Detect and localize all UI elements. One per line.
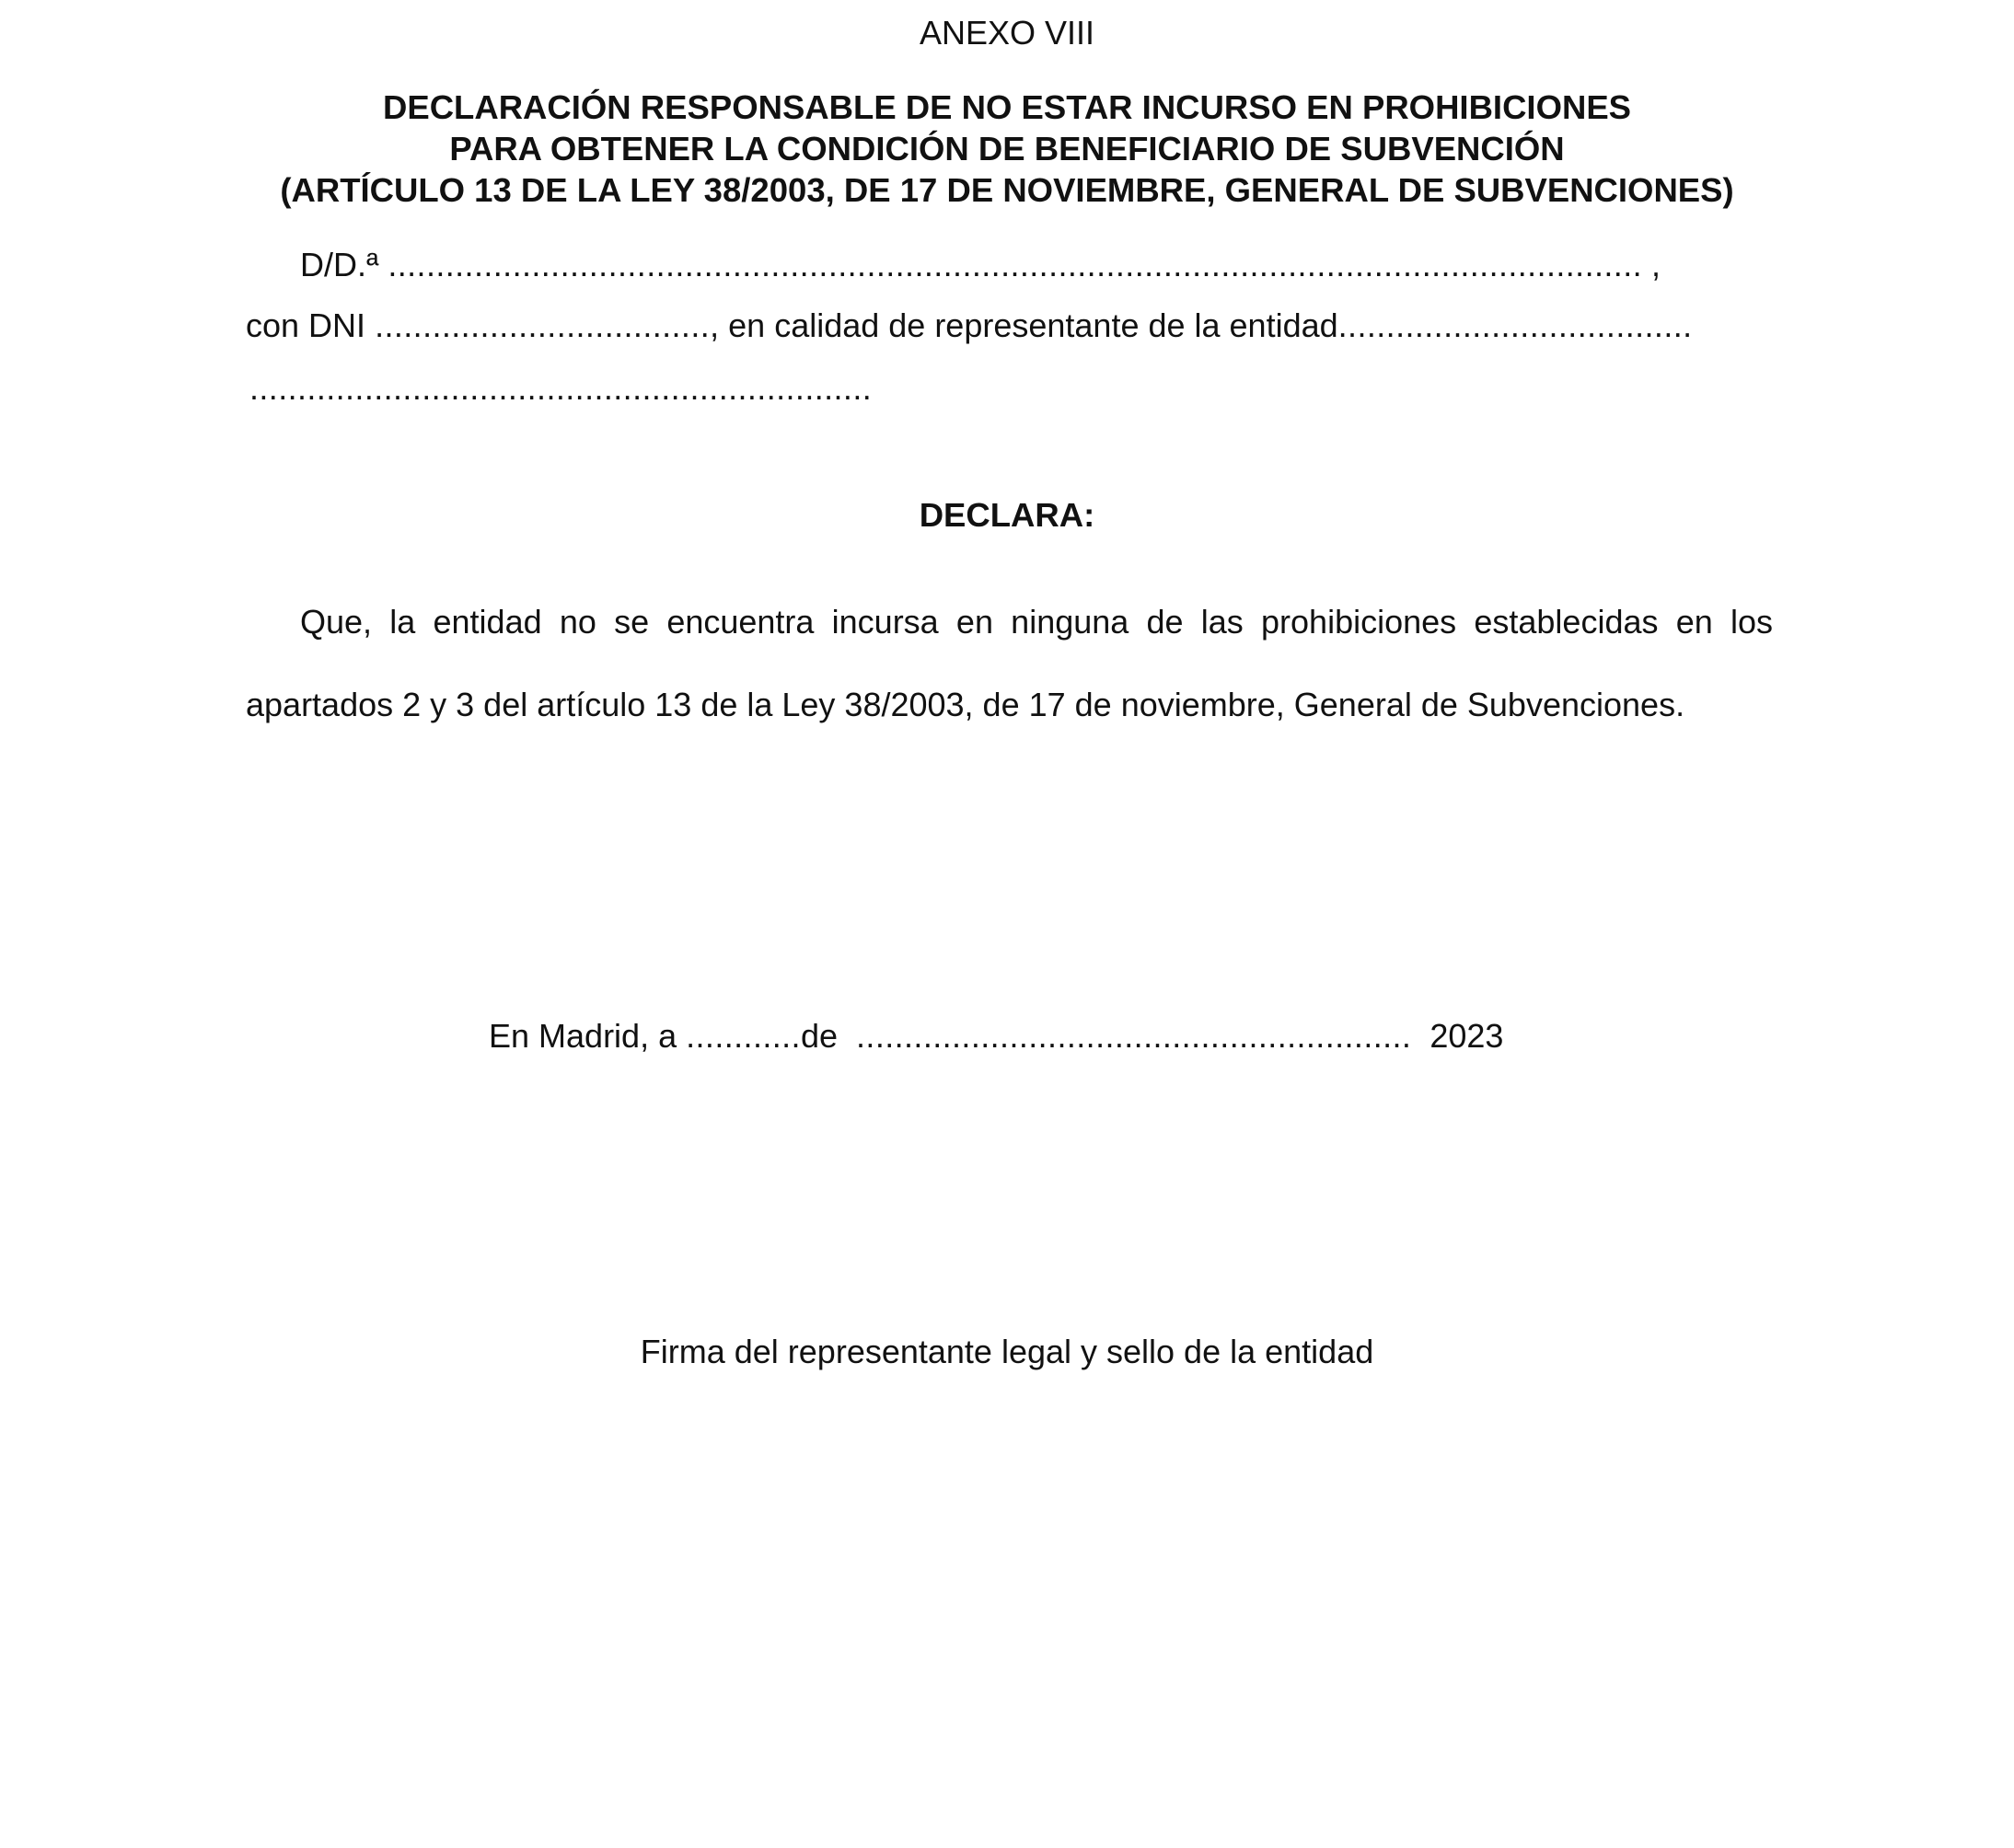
name-row [300, 248, 1661, 282]
year: 2023 [1429, 1017, 1504, 1055]
name-label: D/D.ª [300, 246, 379, 283]
title-line-3: (ARTÍCULO 13 DE LA LEY 38/2003, DE 17 DE NOVIEMBRE, GENERAL DE SUBVENCIONES) [280, 171, 1734, 209]
name-blank: ................................................................................................................................... [388, 246, 1642, 283]
title-line-1: DECLARACIÓN RESPONSABLE DE NO ESTAR INCURSO EN PROHIBICIONES [382, 88, 1632, 126]
declaration-line-2: apartados 2 y 3 del artículo 13 de la Ley 38/2003, de 17 de noviembre, General de Subvenciones. [246, 686, 1685, 723]
dni-row [246, 306, 1693, 344]
declares-heading: DECLARA: [919, 496, 1095, 534]
month-blank: .......................................................... [856, 1017, 1412, 1055]
declaration-line-1: Que, la entidad no se encuentra incursa en ninguna de las prohibiciones establecidas en los [300, 603, 1773, 641]
annex-label: ANEXO VIII [919, 14, 1095, 52]
dni-blank: ................................... [375, 306, 711, 344]
date-de: de [800, 1017, 838, 1055]
place-prefix: En Madrid, a [489, 1017, 677, 1055]
dni-label: con DNI [246, 306, 366, 344]
title-line-2: PARA OBTENER LA CONDICIÓN DE BENEFICIARIO DE SUBVENCIÓN [449, 130, 1565, 167]
place-date-row [489, 1017, 1504, 1055]
name-trailing-comma: , [1651, 246, 1661, 283]
entity-label: , en calidad de representante de la entidad [710, 306, 1338, 344]
entity-blank-2: ................................................................. [249, 369, 873, 407]
entity-blank-1: ..................................... [1337, 306, 1693, 344]
day-blank: ............ [686, 1017, 801, 1055]
signature-caption: Firma del representante legal y sello de la entidad [640, 1333, 1374, 1370]
